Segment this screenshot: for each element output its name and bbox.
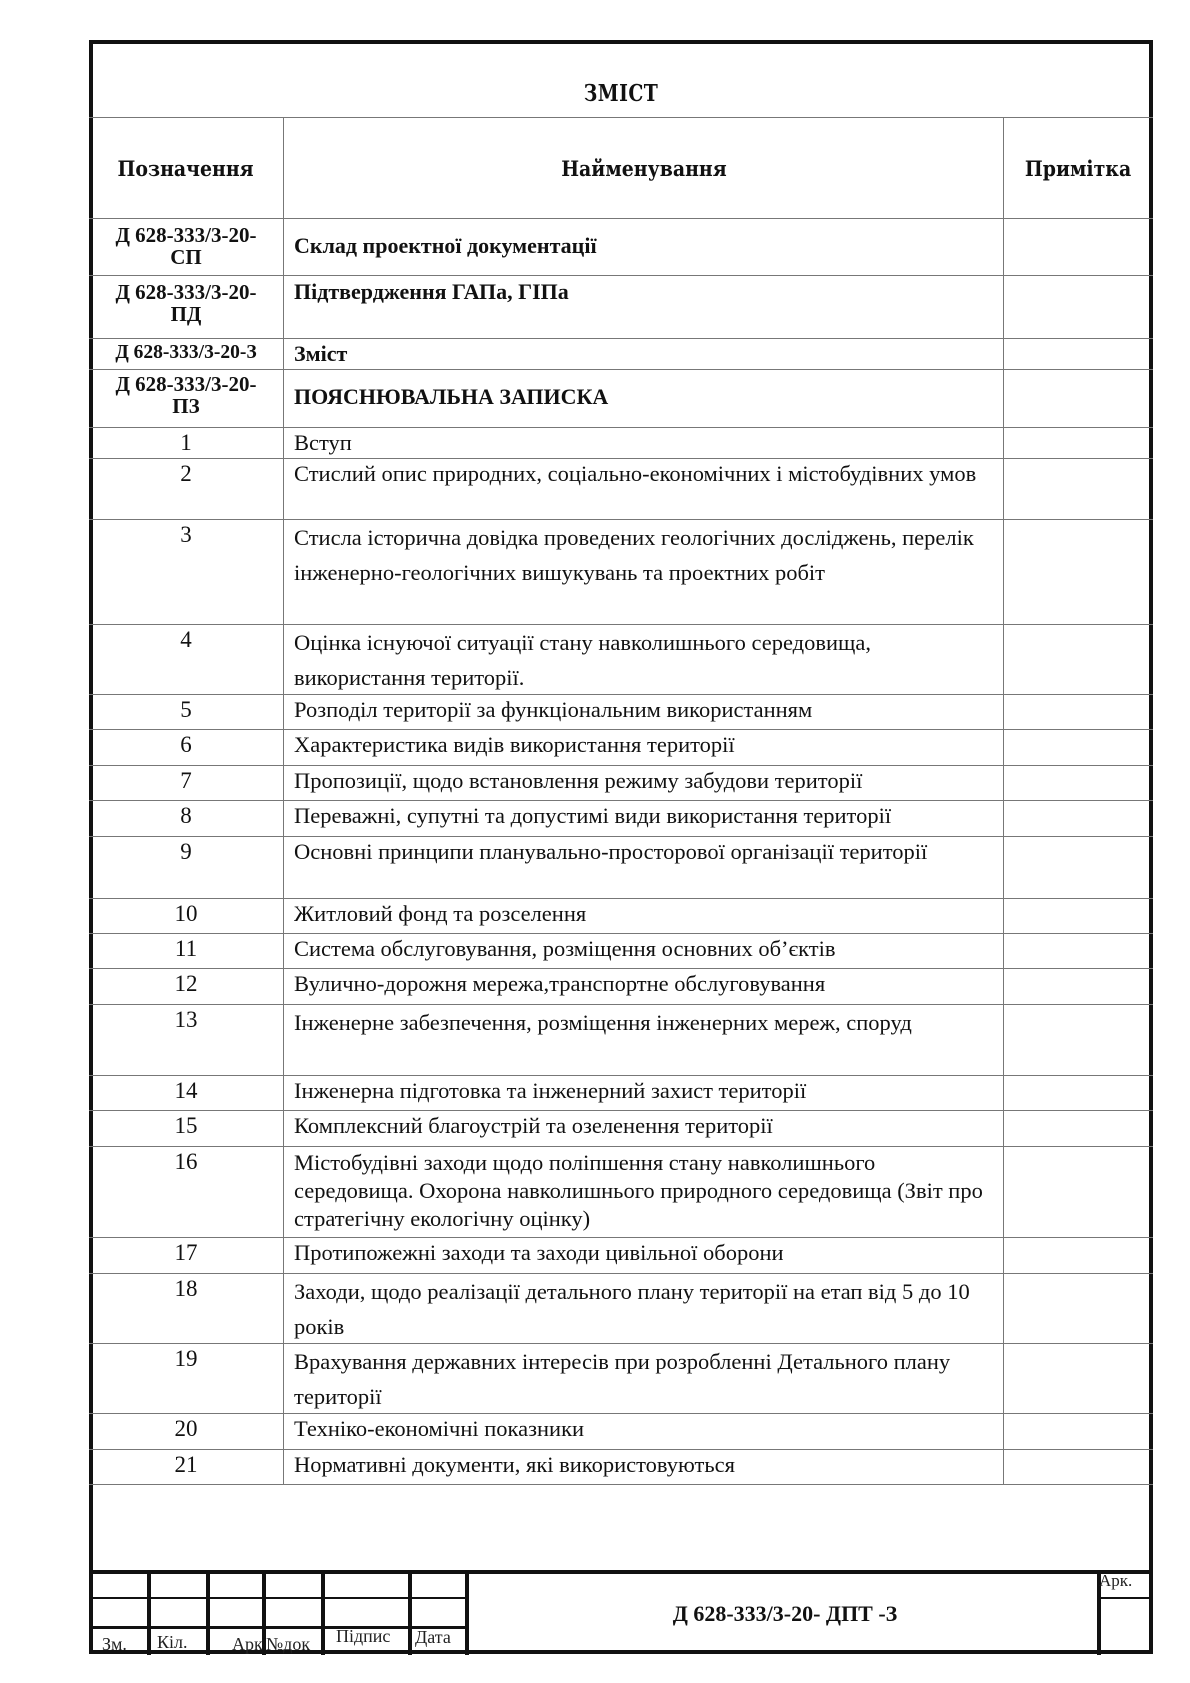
- row-note: [1003, 1344, 1153, 1413]
- row-name: Склад проектної документації: [283, 219, 1003, 275]
- row-number: 14: [174, 1078, 198, 1103]
- row-name: Інженерне забезпечення, розміщення інженерних мереж, споруд: [283, 1005, 1003, 1075]
- row-note: [1003, 625, 1153, 694]
- table-row: [89, 837, 1153, 899]
- row-number: 8: [180, 803, 192, 828]
- row-note: [1003, 428, 1153, 458]
- table-row: [89, 1238, 1153, 1274]
- row-code: Д 628-333/3-20- ПД: [115, 280, 257, 326]
- title-block-divider: [465, 1570, 469, 1655]
- row-note: [1003, 899, 1153, 933]
- column-header-name: Найменування: [283, 118, 1003, 218]
- row-name: Комплексний благоустрій та озеленення території: [283, 1111, 1003, 1146]
- label-kil: Кіл.: [157, 1632, 188, 1652]
- table-row: [89, 801, 1153, 837]
- row-note: [1003, 1005, 1153, 1075]
- row-number: 19: [174, 1346, 198, 1371]
- row-number: 5: [180, 697, 192, 722]
- row-name: Розподіл території за функціональним використанням: [283, 695, 1003, 729]
- label-pidpys: Підпис: [336, 1626, 391, 1646]
- label-ark: Арк: [232, 1634, 263, 1654]
- row-note: [1003, 837, 1153, 898]
- column-header-designation: Позначення: [117, 155, 255, 181]
- row-number: 20: [174, 1416, 198, 1441]
- table-row: [89, 1005, 1153, 1076]
- row-code: Д 628-333/3-20-З: [115, 342, 257, 363]
- row-number: 16: [174, 1149, 198, 1174]
- row-name: Система обслуговування, розміщення основних об’єктів: [283, 934, 1003, 968]
- table-row: [89, 1414, 1153, 1450]
- row-number: 18: [174, 1276, 198, 1301]
- row-note: [1003, 1111, 1153, 1146]
- table-row: [89, 1111, 1153, 1147]
- row-code: Д 628-333/3-20- ПЗ: [115, 372, 257, 418]
- row-note: [1003, 276, 1153, 338]
- row-name: Техніко-економічні показники: [283, 1414, 1003, 1449]
- row-note: [1003, 969, 1153, 1004]
- table-row: [89, 730, 1153, 766]
- table-row: [89, 899, 1153, 934]
- row-number: 7: [180, 768, 192, 793]
- document-code: Д 628-333/3-20- ДПТ -З: [672, 1601, 898, 1626]
- row-code: Д 628-333/3-20- СП: [115, 223, 257, 269]
- row-note: [1003, 1274, 1153, 1343]
- row-name: Зміст: [283, 339, 1003, 369]
- table-row: [89, 766, 1153, 801]
- row-name: Оцінка існуючої ситуації стану навколишнього середовища, використання території.: [283, 625, 1003, 694]
- row-note: [1003, 1076, 1153, 1110]
- table-row: [89, 1147, 1153, 1238]
- row-note: [1003, 1238, 1153, 1273]
- title-block-top-line: [89, 1570, 1153, 1574]
- table-row: [89, 459, 1153, 520]
- row-name: Характеристика видів використання території: [283, 730, 1003, 765]
- row-note: [1003, 1147, 1153, 1237]
- row-number: 2: [180, 461, 192, 486]
- row-name: Житловий фонд та розселення: [283, 899, 1003, 933]
- label-zm: Зм.: [102, 1634, 127, 1654]
- title-block-divider: [206, 1570, 210, 1655]
- row-name: Вулично-дорожня мережа,транспортне обслуговування: [283, 969, 1003, 1004]
- row-name: Стислий опис природних, соціально-економічних і містобудівних умов: [283, 459, 1003, 519]
- table-row: [89, 339, 1153, 370]
- table-row: [89, 428, 1153, 459]
- row-number: 6: [180, 732, 192, 757]
- row-name: ПОЯСНЮВАЛЬНА ЗАПИСКА: [283, 370, 1003, 427]
- row-note: [1003, 1450, 1153, 1484]
- table-row: [89, 625, 1153, 695]
- row-number: 15: [174, 1113, 198, 1138]
- title-block-row-line: [89, 1597, 467, 1599]
- row-note: [1003, 934, 1153, 968]
- row-number: 4: [180, 627, 192, 652]
- row-note: [1003, 1414, 1153, 1449]
- table-row: [89, 1344, 1153, 1414]
- title-block-row-line: [89, 1626, 467, 1629]
- row-name: Переважні, супутні та допустимі види використання території: [283, 801, 1003, 836]
- row-name: Вступ: [283, 428, 1003, 458]
- row-number: 3: [180, 522, 192, 547]
- row-note: [1003, 730, 1153, 765]
- row-number: 9: [180, 839, 192, 864]
- title-block-divider: [408, 1570, 412, 1655]
- table-row: [89, 1450, 1153, 1485]
- table-row: [89, 276, 1153, 339]
- row-name: Заходи, щодо реалізації детального плану території на етап від 5 до 10 років: [283, 1274, 1003, 1343]
- row-name: Підтвердження ГАПа, ГІПа: [283, 276, 1003, 338]
- label-data: Дата: [415, 1627, 451, 1647]
- table-row: [89, 370, 1153, 428]
- row-note: [1003, 219, 1153, 275]
- column-header-note: Примітка: [1003, 118, 1153, 218]
- row-name: Протипожежні заходи та заходи цивільної оборони: [283, 1238, 1003, 1273]
- table-row: [89, 969, 1153, 1005]
- row-note: [1003, 459, 1153, 519]
- table-row: [89, 1274, 1153, 1344]
- table-header: [89, 117, 1153, 219]
- row-name: Нормативні документи, які використовуються: [283, 1450, 1003, 1484]
- row-note: [1003, 339, 1153, 369]
- row-name: Пропозиції, щодо встановлення режиму забудови території: [283, 766, 1003, 800]
- row-number: 11: [174, 936, 198, 961]
- sheet-label: Арк.: [1099, 1571, 1133, 1590]
- table-row: [89, 219, 1153, 276]
- row-note: [1003, 766, 1153, 800]
- page-title: ЗМІСТ: [583, 80, 659, 107]
- row-note: [1003, 520, 1153, 624]
- table-row: [89, 520, 1153, 625]
- table-row: [89, 1076, 1153, 1111]
- row-name: Врахування державних інтересів при розробленні Детального плану території: [283, 1344, 1003, 1413]
- row-number: 13: [174, 1007, 198, 1032]
- row-number: 10: [174, 901, 198, 926]
- title-block-row-line: [1097, 1597, 1153, 1599]
- label-ndok: №док: [266, 1634, 311, 1654]
- row-name: Інженерна підготовка та інженерний захист території: [283, 1076, 1003, 1110]
- row-number: 12: [174, 971, 198, 996]
- table-row: [89, 695, 1153, 730]
- row-name: Стисла історична довідка проведених геологічних досліджень, перелік інженерно-геологічних вишукувань та проектних робіт: [283, 520, 1003, 624]
- title-block-divider: [321, 1570, 325, 1655]
- row-name: Містобудівні заходи щодо поліпшення стану навколишнього середовища. Охорона навколишнього природного середовища (Звіт про стратегічну екологічну оцінку): [283, 1147, 1003, 1237]
- table-row: [89, 934, 1153, 969]
- row-note: [1003, 695, 1153, 729]
- title-block-divider: [147, 1570, 151, 1655]
- row-note: [1003, 801, 1153, 836]
- row-name: Основні принципи планувально-просторової організації території: [283, 837, 1003, 898]
- row-number: 21: [174, 1452, 198, 1477]
- row-number: 1: [180, 430, 192, 455]
- row-note: [1003, 370, 1153, 427]
- row-number: 17: [174, 1240, 198, 1265]
